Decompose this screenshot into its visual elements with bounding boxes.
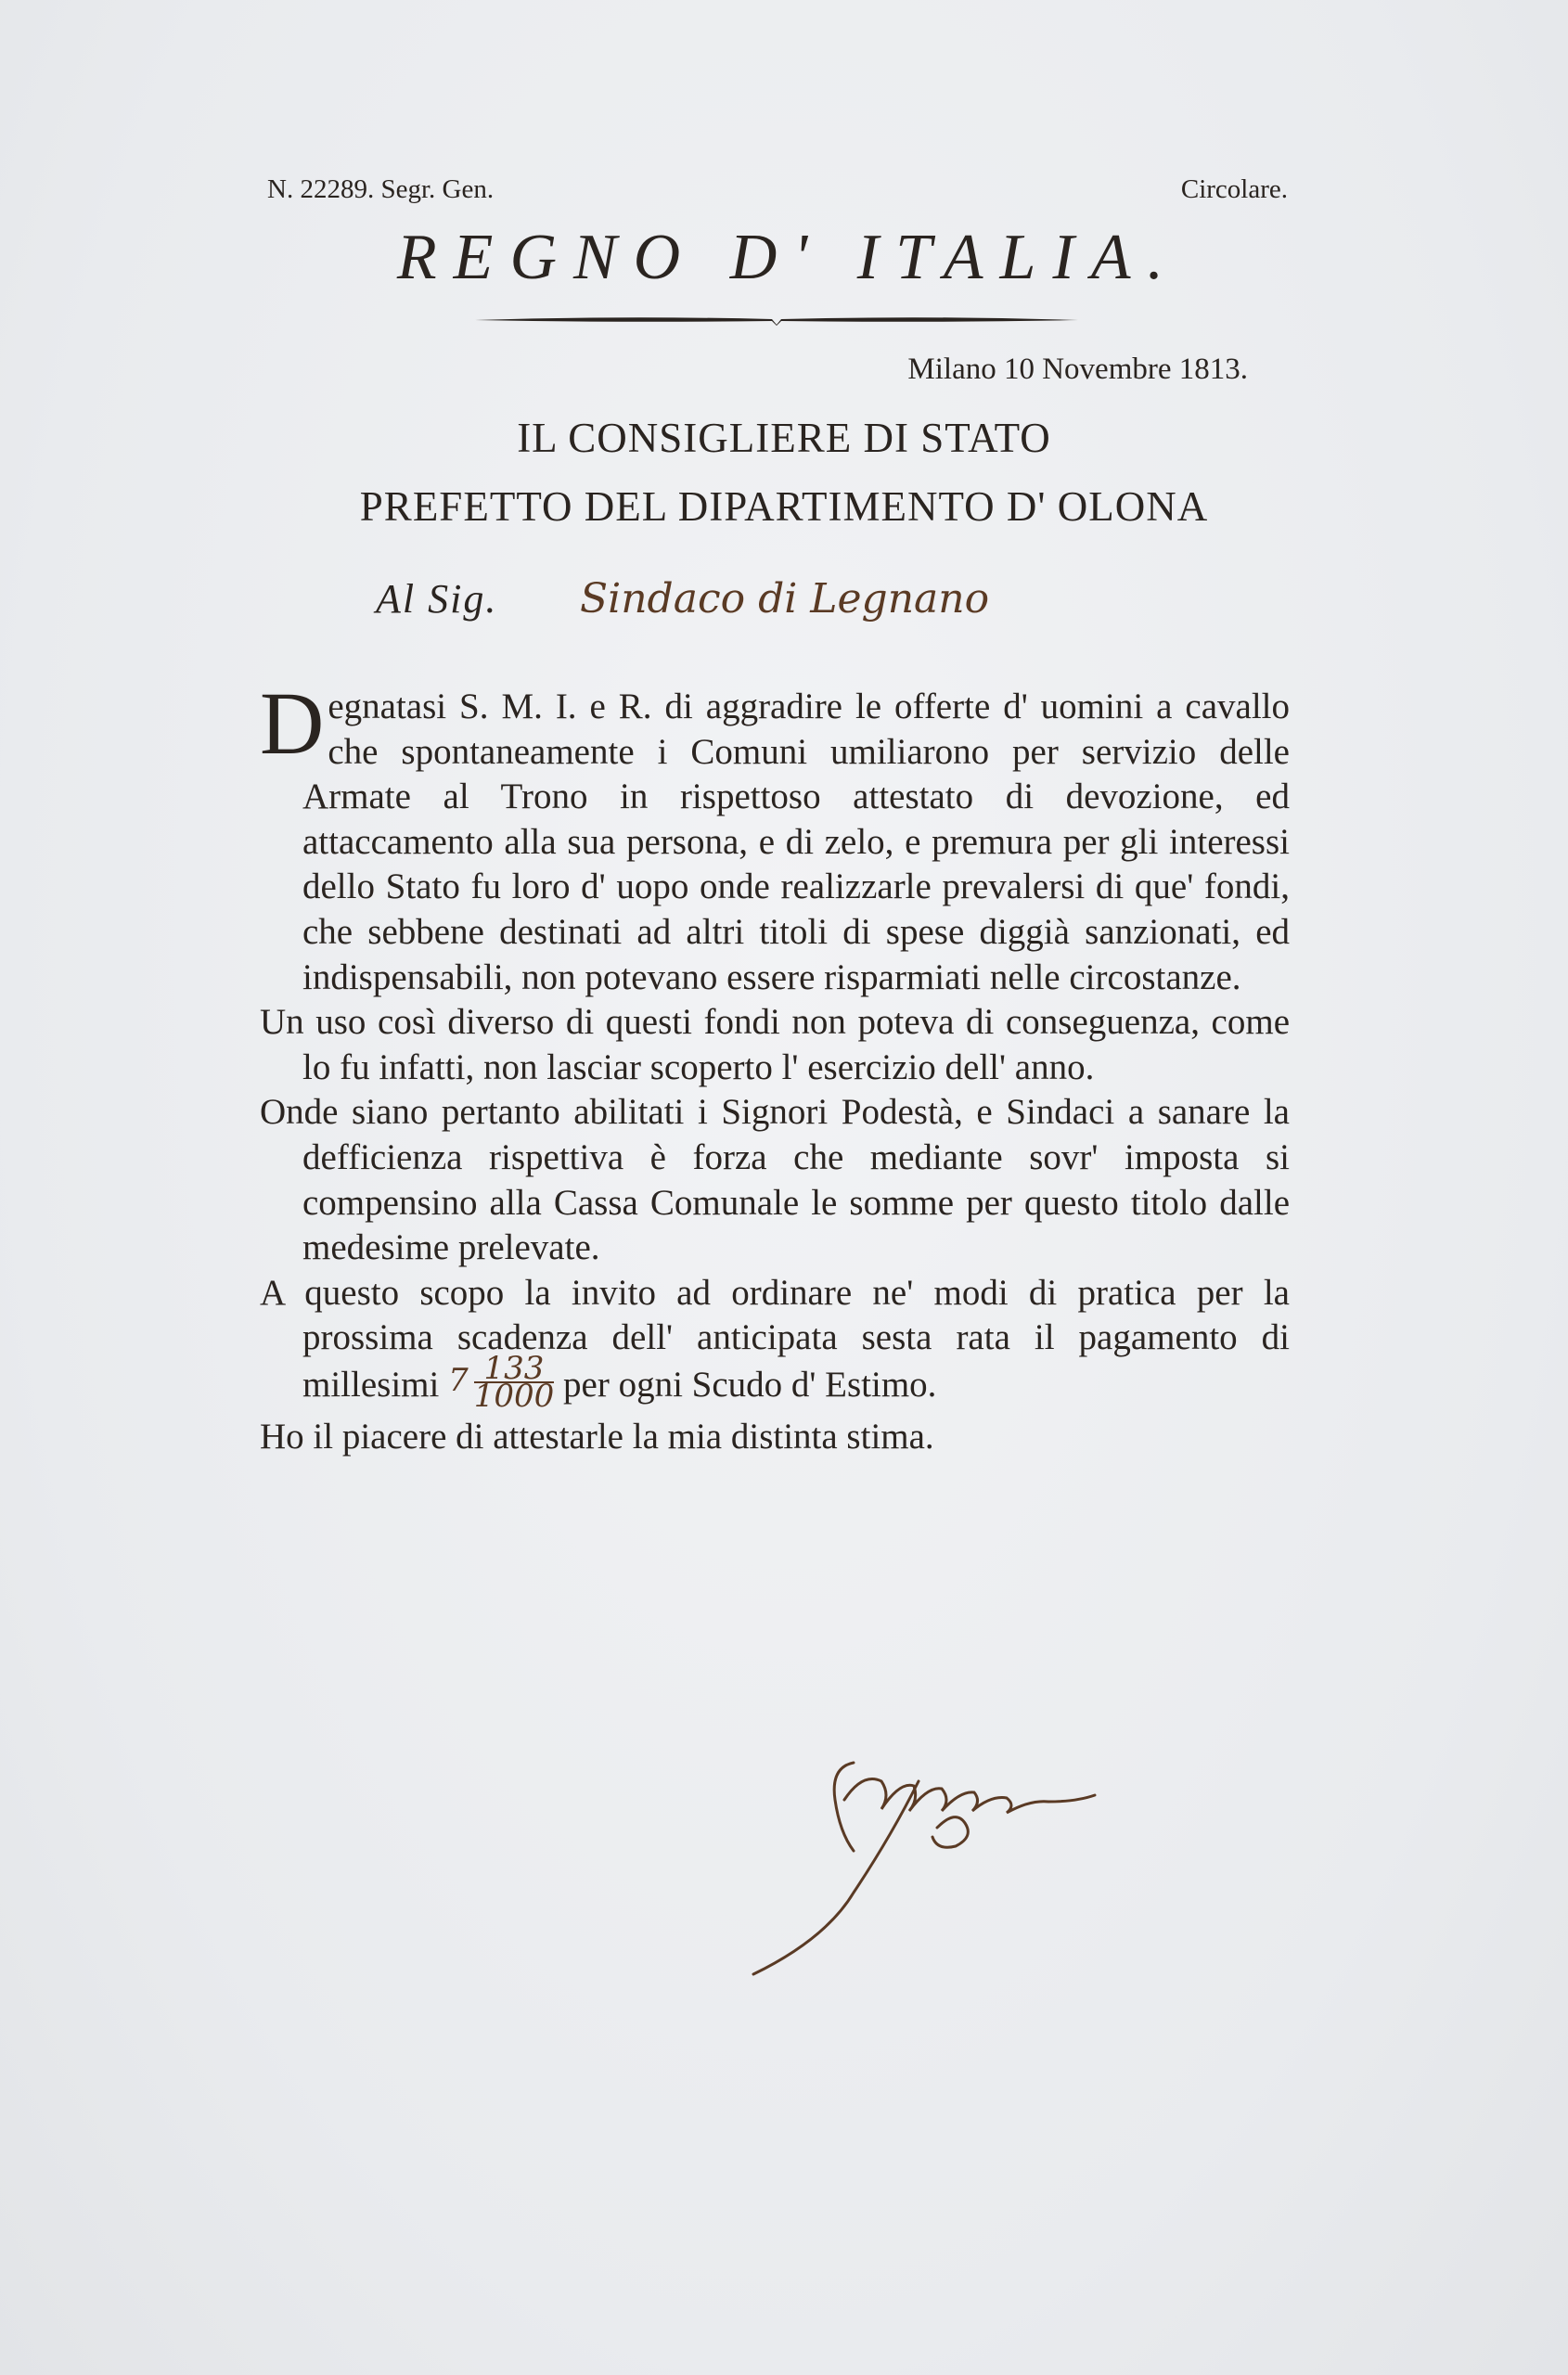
addressee-label: Al Sig. (376, 576, 498, 622)
office-title-line-2: PREFETTO DEL DIPARTIMENTO D' OLONA (359, 483, 1209, 530)
paragraph-2: Un uso così diverso di questi fondi non poteva di conseguenza, come lo fu infatti, non lasciar scoperto l' esercizio dell' anno. (260, 1002, 1290, 1087)
handwritten-denominator: 1000 (473, 1377, 555, 1415)
handwritten-amount (448, 1349, 555, 1415)
handwritten-amount-fraction (473, 1349, 555, 1415)
title-rule (475, 314, 1078, 327)
letter-body (260, 674, 1290, 1460)
reference-number: N. 22289. Segr. Gen. (267, 174, 495, 204)
paragraph-4 (260, 1271, 1290, 1415)
paragraph-1 (260, 674, 1290, 1000)
place-date: Milano 10 Novembre 1813. (907, 353, 1248, 386)
paragraph-1-text: egnatasi S. M. I. e R. di aggradire le offerte d' uomini a cavallo che spontaneamente i Comuni umiliarono per servizio delle Armate al Trono in rispettoso attestato di devozione, ed attaccamento alla sua persona, e di zelo, e premura per gli interessi dello Stato fu loro d' uopo onde realizzarle prevalersi di que' fondi, che sebbene destinati ad altri titoli di spese diggià sanzionati, ed indispensabili, non potevano essere risparmiati nelle circostanze. (302, 687, 1290, 997)
drop-cap-initial: D (260, 674, 325, 773)
paragraph-4-text-before: A questo scopo la invito ad ordinare ne' modi di pratica per la prossima scadenza dell' anticipata sesta rata il pagamento di millesimi (260, 1272, 1290, 1405)
handwritten-amount-integer: 7 (448, 1361, 469, 1399)
paragraph-4-text-after: per ogni Scudo d' Estimo. (563, 1364, 937, 1405)
paragraph-3: Onde siano pertanto abilitati i Signori Podestà, e Sindaci a sanare la defficienza rispettiva è forza che mediante sovr' imposta si compensino alla Cassa Comunale le somme per questo titolo dalle medesime prelevate. (260, 1092, 1290, 1268)
office-title-line-1: IL CONSIGLIERE DI STATO (517, 415, 1051, 461)
handwritten-numerator: 133 (474, 1355, 555, 1383)
document-type: Circolare. (1180, 174, 1288, 204)
paragraph-5: Ho il piacere di attestarle la mia distinta stima. (260, 1416, 934, 1457)
addressee (376, 575, 1211, 649)
addressee-handwritten-name: Sindaco di Legnano (580, 575, 990, 623)
signature (742, 1744, 1150, 1985)
document-title: REGNO D' ITALIA. (396, 222, 1181, 293)
